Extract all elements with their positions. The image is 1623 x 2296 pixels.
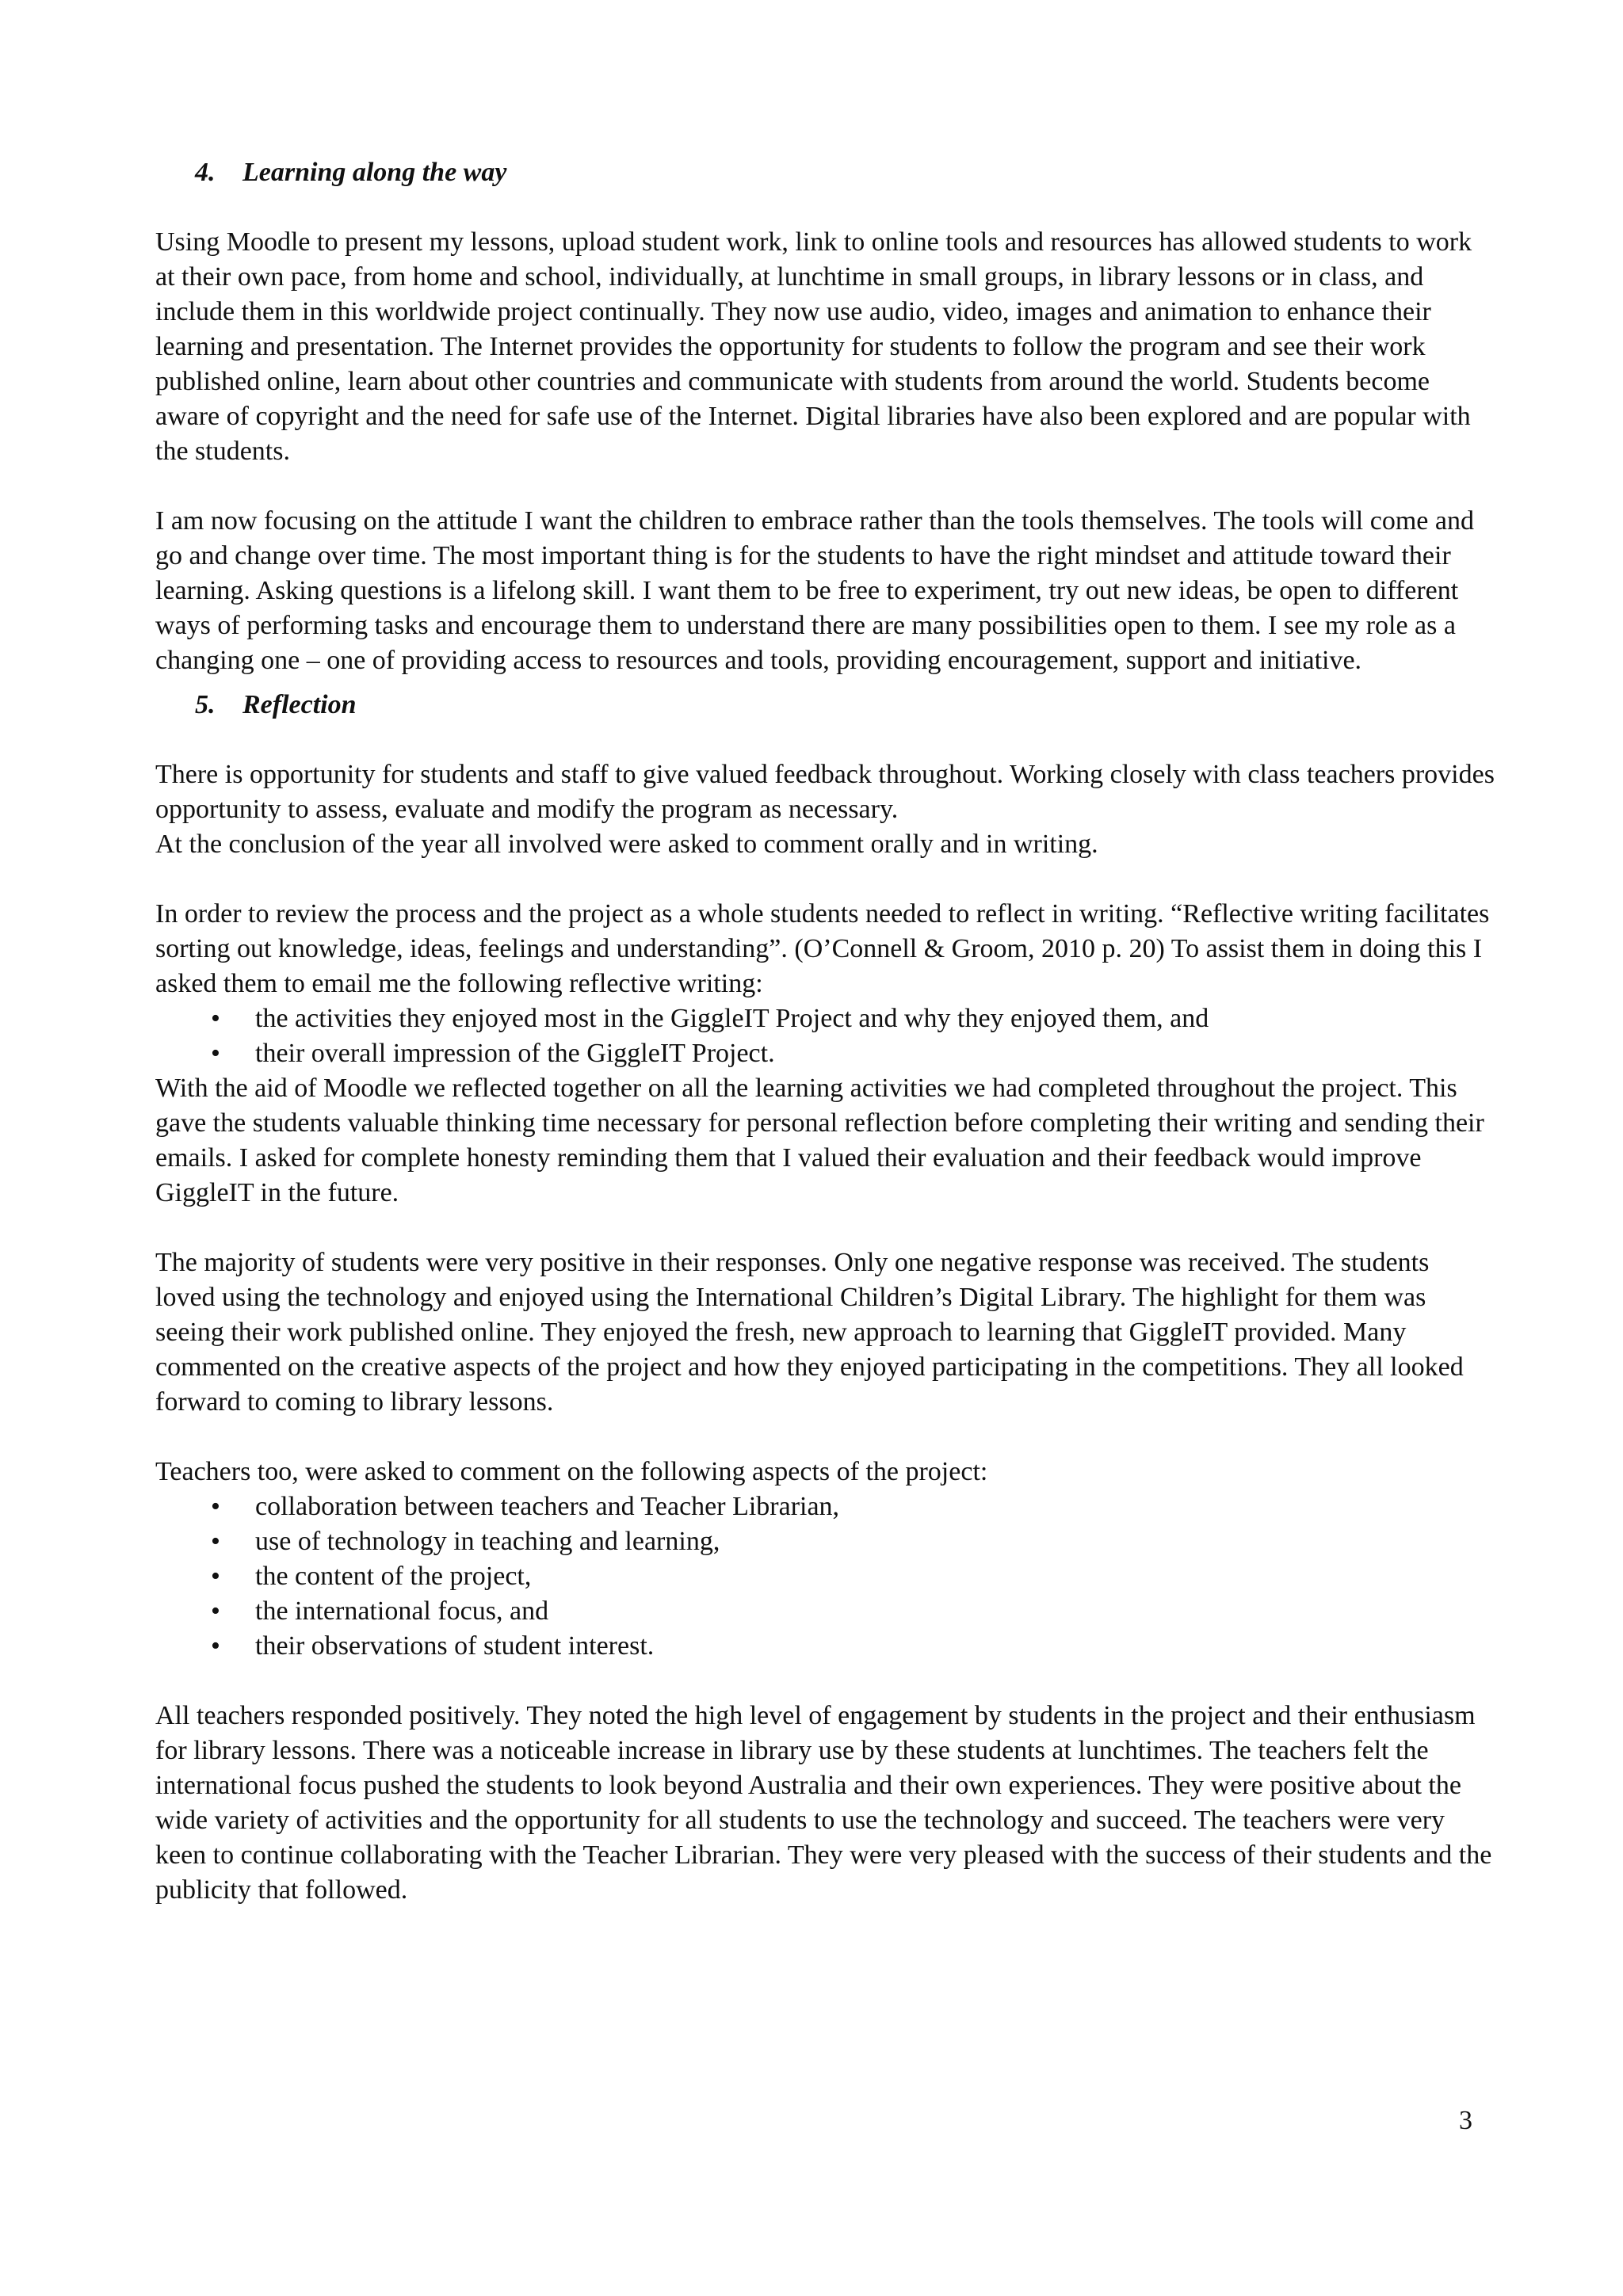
bullet-icon: • <box>211 1004 220 1033</box>
bullet-icon: • <box>211 1631 220 1661</box>
section-title: Reflection <box>242 690 357 719</box>
student-feedback-list <box>155 1001 1495 1071</box>
list-item: • the international focus, and <box>155 1594 1495 1629</box>
section-number: 4. <box>195 158 216 187</box>
page-number: 3 <box>1459 2106 1472 2135</box>
bullet-icon: • <box>211 1596 220 1626</box>
list-item: • the content of the project, <box>155 1559 1495 1594</box>
paragraph: With the aid of Moodle we reflected together on all the learning activities we had completed throughout the project. This gave the students valuable thinking time necessary for personal reflection before completing their writing and sending their emails. I asked for complete honesty reminding them that I valued their evaluation and their feedback would improve GiggleIT in the future. <box>155 1074 1484 1207</box>
section-heading-learning <box>195 155 1495 190</box>
section-number: 5. <box>195 690 216 719</box>
section-title: Learning along the way <box>242 158 507 187</box>
bullet-icon: • <box>211 1562 220 1591</box>
list-item: • use of technology in teaching and learning, <box>155 1524 1495 1559</box>
bullet-icon: • <box>211 1039 220 1068</box>
document-page <box>155 155 1495 1943</box>
paragraph: I am now focusing on the attitude I want the children to embrace rather than the tools themselves. The tools will come and go and change over time. The most important thing is for the students to have the right mindset and attitude toward their learning. Asking questions is a lifelong skill. I want them to be free to experiment, try out new ideas, be open to different ways of performing tasks and encourage them to understand there are many possibilities open to them. I see my role as a changing one – one of providing access to resources and tools, providing encouragement, support and initiative. <box>155 506 1474 675</box>
teacher-feedback-list <box>155 1489 1495 1664</box>
paragraph: At the conclusion of the year all involved were asked to comment orally and in writing. <box>155 830 1098 859</box>
bullet-icon: • <box>211 1527 220 1556</box>
section-heading-reflection <box>195 688 1495 723</box>
bullet-icon: • <box>211 1492 220 1521</box>
paragraph: All teachers responded positively. They noted the high level of engagement by students in the project and their enthusiasm for library lessons. There was a noticeable increase in library use by these students at lunchtimes. The teachers felt the international focus pushed the students to look beyond Australia and their own experiences. They were positive about the wide variety of activities and the opportunity for all students to use the technology and succeed. The teachers were very keen to continue collaborating with the Teacher Librarian. They were very pleased with the success of their students and the publicity that followed. <box>155 1701 1492 1905</box>
paragraph: There is opportunity for students and staff to give valued feedback throughout. Working closely with class teachers provides opportunity to assess, evaluate and modify the program as necessary. <box>155 760 1495 824</box>
paragraph: The majority of students were very positive in their responses. Only one negative response was received. The students loved using the technology and enjoyed using the International Children’s Digital Library. The highlight for them was seeing their work published online. They enjoyed the fresh, new approach to learning that GiggleIT provided. Many commented on the creative aspects of the project and how they enjoyed participating in the competitions. They all looked forward to coming to library lessons. <box>155 1248 1464 1417</box>
paragraph: Using Moodle to present my lessons, upload student work, link to online tools and resources has allowed students to work at their own pace, from home and school, individually, at lunchtime in small groups, in library lessons or in class, and include them in this worldwide project continually. They now use audio, video, images and animation to enhance their learning and presentation. The Internet provides the opportunity for students to follow the program and see their work published online, learn about other countries and communicate with students from around the world. Students become aware of copyright and the need for safe use of the Internet. Digital libraries have also been explored and are popular with the students. <box>155 227 1472 466</box>
list-item: • their overall impression of the GiggleIT Project. <box>155 1036 1495 1071</box>
paragraph: Teachers too, were asked to comment on the following aspects of the project: <box>155 1457 988 1486</box>
list-item: • collaboration between teachers and Teacher Librarian, <box>155 1489 1495 1524</box>
list-item: • their observations of student interest. <box>155 1629 1495 1664</box>
paragraph: In order to review the process and the project as a whole students needed to reflect in writing. “Reflective writing facilitates sorting out knowledge, ideas, feelings and understanding”. (O’Connell & Groom, 2010 p. 20) To assist them in doing this I asked them to email me the following reflective writing: <box>155 899 1490 998</box>
list-item: • the activities they enjoyed most in the GiggleIT Project and why they enjoyed them, and <box>155 1001 1495 1036</box>
